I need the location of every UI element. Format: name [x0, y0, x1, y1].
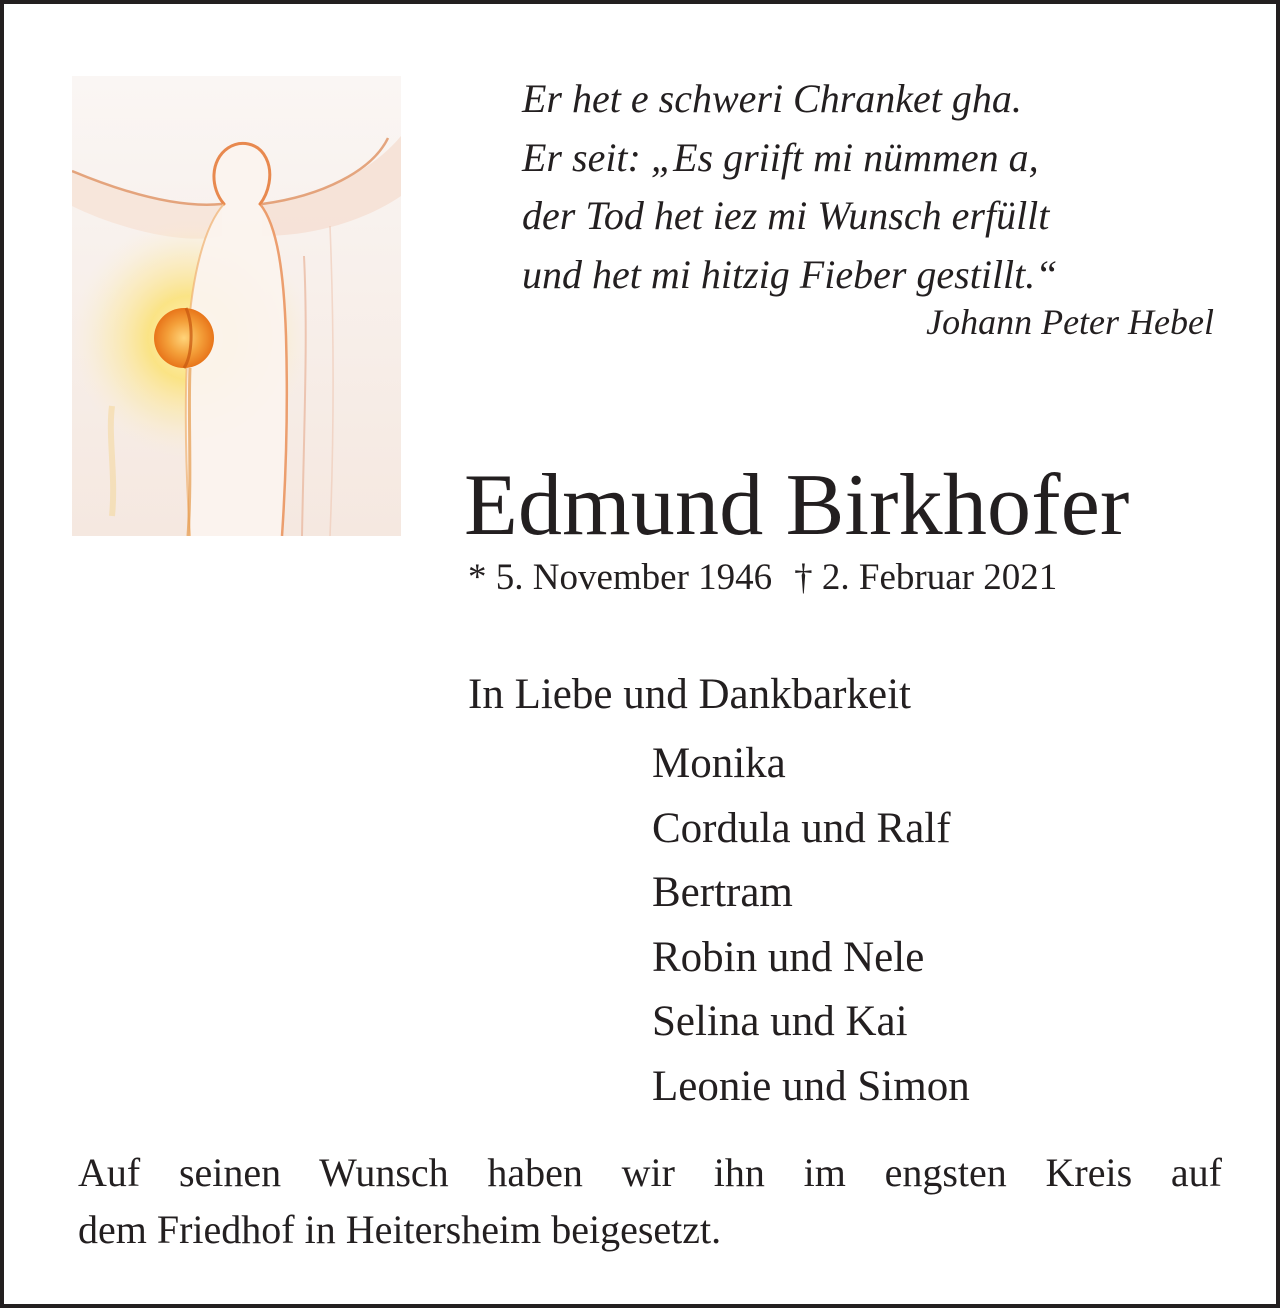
burial-notice	[78, 1144, 1222, 1258]
birth-date: * 5. November 1946	[468, 557, 773, 598]
mourner-name: Robin und Nele	[652, 933, 925, 981]
poem-line: Er seit: „Es griift mi nümmen a,	[522, 134, 1039, 180]
dedication: In Liebe und Dankbarkeit	[468, 671, 911, 718]
deceased-name: Edmund Birkhofer	[464, 457, 1130, 554]
mourner-name: Cordula und Ralf	[652, 804, 951, 852]
poem-line: und het mi hitzig Fieber gestillt.“	[522, 251, 1058, 297]
poem-line: Er het e schweri Chranket gha.	[522, 76, 1022, 121]
death-date: † 2. Februar 2021	[794, 557, 1058, 598]
burial-notice-line: Auf seinen Wunsch haben wir ihn im engsten Kreis auf	[78, 1150, 1222, 1195]
poem-line: der Tod het iez mi Wunsch erfüllt	[522, 193, 1050, 238]
mourner-name: Monika	[652, 740, 786, 787]
mourner-name: Bertram	[652, 869, 793, 916]
mourner-name: Selina und Kai	[652, 998, 908, 1045]
mourner-list	[652, 732, 970, 1119]
poem	[522, 70, 1222, 304]
poem-author: Johann Peter Hebel	[926, 302, 1214, 342]
angel-watercolor-image	[72, 76, 401, 536]
burial-notice-line: dem Friedhof in Heitersheim beigesetzt.	[78, 1207, 722, 1252]
sun-core	[154, 308, 214, 368]
angel-illustration	[72, 76, 401, 536]
life-dates	[468, 554, 1057, 602]
mourner-name: Leonie und Simon	[652, 1062, 970, 1110]
